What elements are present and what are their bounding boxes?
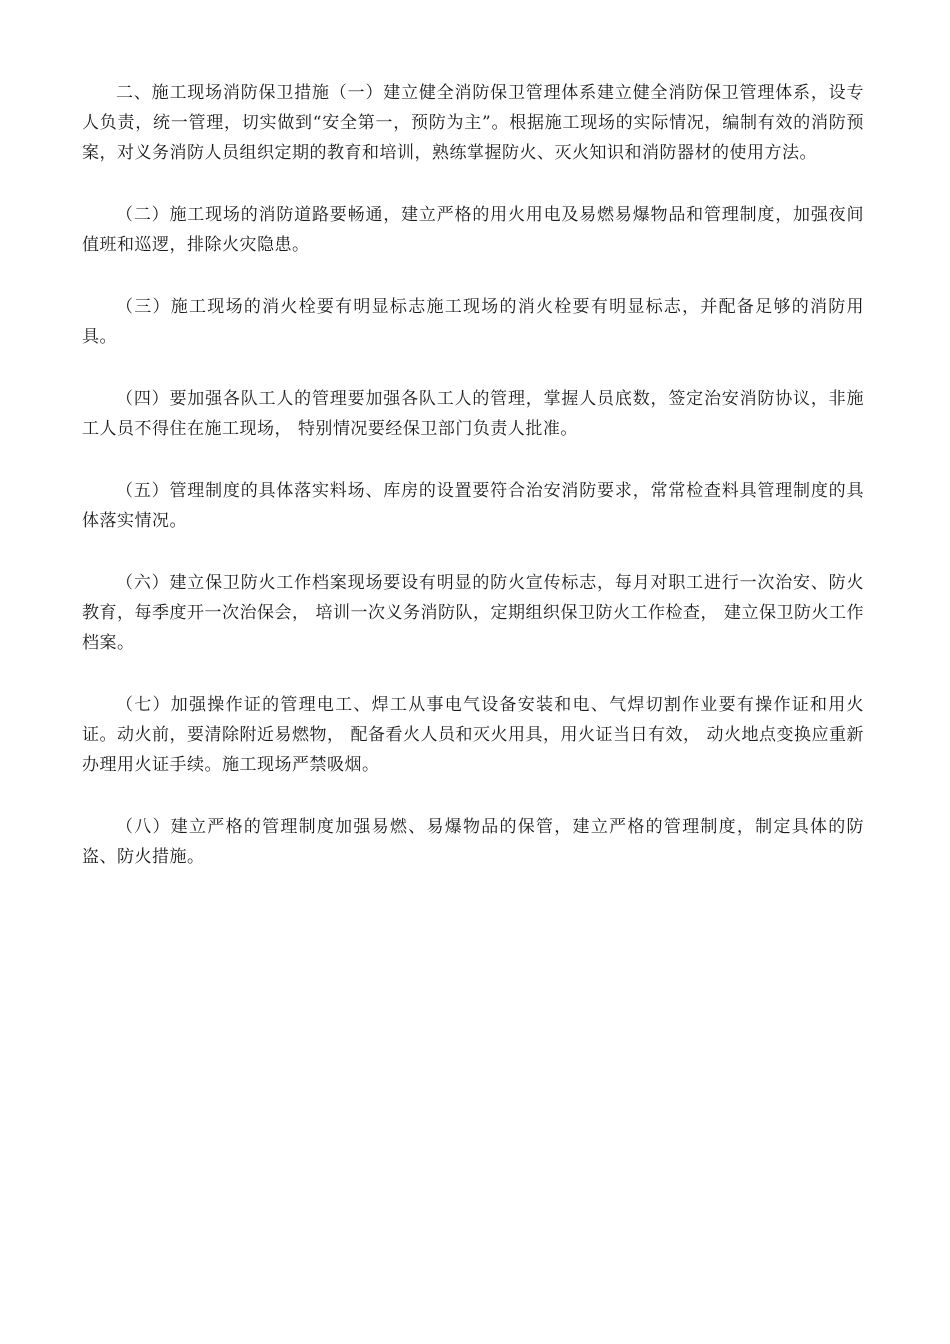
document-body xyxy=(82,78,864,904)
paragraph-hydrant-sign: （三）施工现场的消火栓要有明显标志施工现场的消火栓要有明显标志，并配备足够的消防用具。 xyxy=(82,297,864,347)
paragraph-fire-road: （二）施工现场的消防道路要畅通，建立严格的用火用电及易燃易爆物品和管理制度，加强夜间值班和巡逻，排除火灾隐患。 xyxy=(82,205,864,255)
paragraph-fire-security-measures: 二、施工现场消防保卫措施（一）建立健全消防保卫管理体系建立健全消防保卫管理体系，设专人负责，统一管理，切实做到“安全第一，预防为主”。根据施工现场的实际情况，编制有效的消防预案，对义务消防人员组织定期的教育和培训，熟练掌握防火、灭火知识和消防器材的使用方法。 xyxy=(82,83,864,163)
paragraph-operation-certificate: （七）加强操作证的管理电工、焊工从事电气设备安装和电、气焊切割作业要有操作证和用火证。动火前，要清除附近易燃物， 配备看火人员和灭火用具，用火证当日有效， 动火地点变换应重新办理用火证手续。施工现场严禁吸烟。 xyxy=(82,695,864,775)
paragraph-fire-archive: （六）建立保卫防火工作档案现场要设有明显的防火宣传标志，每月对职工进行一次治安、防火教育，每季度开一次治保会， 培训一次义务消防队，定期组织保卫防火工作检查， 建立保卫防火工作档案。 xyxy=(82,573,864,653)
paragraph-flammable-storage: （八）建立严格的管理制度加强易燃、易爆物品的保管，建立严格的管理制度，制定具体的防盗、防火措施。 xyxy=(82,817,864,867)
paragraph-storage-rules: （五）管理制度的具体落实料场、库房的设置要符合治安消防要求，常常检查料具管理制度的具体落实情况。 xyxy=(82,481,864,531)
paragraph-worker-management: （四）要加强各队工人的管理要加强各队工人的管理，掌握人员底数，签定治安消防协议，非施工人员不得住在施工现场， 特别情况要经保卫部门负责人批准。 xyxy=(82,389,864,439)
